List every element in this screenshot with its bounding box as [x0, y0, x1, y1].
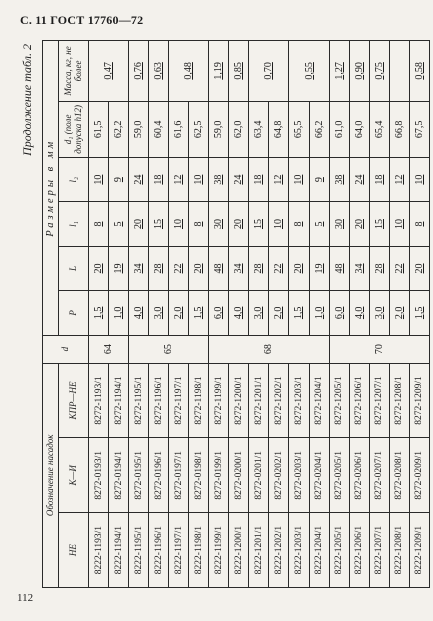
cell-l2: 10	[409, 157, 429, 201]
cell-kpr: 8272-1209/1	[409, 363, 429, 438]
cell-ki: 8272-0204/1	[309, 438, 329, 513]
cell-d1: 63,4	[249, 101, 269, 157]
cell-he: 8222-1206/1	[349, 513, 369, 588]
cell-l: 19	[309, 246, 329, 290]
cell-l2: 24	[229, 157, 249, 201]
cell-l1: 10	[269, 202, 289, 246]
cell-p: 1,5	[289, 291, 309, 335]
cell-p: 1,0	[309, 291, 329, 335]
cell-p: 4,0	[229, 291, 249, 335]
cell-he: 8222-1207/1	[369, 513, 389, 588]
cell-mass: 0,75	[369, 41, 389, 102]
cell-d1: 59,0	[209, 101, 229, 157]
table-row	[369, 41, 389, 588]
cell-p: 3,0	[369, 291, 389, 335]
cell-ki: 8272-0193/1	[89, 438, 109, 513]
cell-l1: 15	[249, 202, 269, 246]
col-p-header: P	[59, 291, 89, 335]
cell-mass: 0,70	[249, 41, 289, 102]
cell-d1: 65,4	[369, 101, 389, 157]
cell-he: 8222-1196/1	[149, 513, 169, 588]
cell-ki: 8272-0200/1	[229, 438, 249, 513]
cell-d1: 62,2	[109, 101, 129, 157]
cell-l2: 18	[149, 157, 169, 201]
cell-kpr: 8272-1202/1	[269, 363, 289, 438]
cell-kpr: 8272-1196/1	[149, 363, 169, 438]
cell-d1: 66,8	[389, 101, 409, 157]
cell-p: 3,0	[249, 291, 269, 335]
cell-p: 4,0	[349, 291, 369, 335]
table-row	[129, 41, 149, 588]
table-row	[89, 41, 109, 588]
cell-l: 22	[169, 246, 189, 290]
cell-l: 28	[249, 246, 269, 290]
cell-he: 8222-1197/1	[169, 513, 189, 588]
cell-he: 8222-1209/1	[409, 513, 429, 588]
col-d1-header: d₁ (поле допуска h12)	[59, 101, 89, 157]
cell-p: 3,0	[149, 291, 169, 335]
cell-l2: 12	[169, 157, 189, 201]
cell-mass	[389, 41, 409, 102]
cell-he: 8222-1200/1	[229, 513, 249, 588]
cell-he: 8222-1194/1	[109, 513, 129, 588]
cell-l1: 30	[209, 202, 229, 246]
table-row	[249, 41, 269, 588]
cell-p: 2,0	[169, 291, 189, 335]
cell-l: 19	[109, 246, 129, 290]
cell-l: 34	[229, 246, 249, 290]
sizes-table	[42, 40, 430, 588]
cell-l2: 12	[389, 157, 409, 201]
table-row	[289, 41, 309, 588]
cell-kpr: 8272-1194/1	[109, 363, 129, 438]
rotated-content	[20, 40, 430, 588]
table-row	[109, 41, 129, 588]
cell-mass: 0,47	[89, 41, 129, 102]
cell-p: 1,5	[89, 291, 109, 335]
cell-ki: 8272-0202/1	[269, 438, 289, 513]
cell-l2: 38	[329, 157, 349, 201]
cell-p: 2,0	[389, 291, 409, 335]
table-wrap	[42, 40, 430, 588]
col-ki-header: К—И	[59, 438, 89, 513]
cell-mass: 0,76	[129, 41, 149, 102]
cell-he: 8222-1203/1	[289, 513, 309, 588]
cell-d1: 60,4	[149, 101, 169, 157]
cell-l2: 9	[309, 157, 329, 201]
cell-mass: 0,85	[229, 41, 249, 102]
cell-d1: 67,5	[409, 101, 429, 157]
cell-l: 20	[89, 246, 109, 290]
cell-d1: 59,0	[129, 101, 149, 157]
cell-d1: 65,5	[289, 101, 309, 157]
col-l1-header: l₁	[59, 202, 89, 246]
cell-kpr: 8272-1200/1	[229, 363, 249, 438]
cell-he: 8222-1193/1	[89, 513, 109, 588]
cell-l1: 5	[309, 202, 329, 246]
table-row	[269, 41, 289, 588]
cell-kpr: 8272-1195/1	[129, 363, 149, 438]
col-kprhe-header: КПР—НЕ	[59, 363, 89, 438]
cell-l: 20	[189, 246, 209, 290]
cell-l1: 20	[129, 202, 149, 246]
cell-he: 8222-1208/1	[389, 513, 409, 588]
col-l-header: L	[59, 246, 89, 290]
sizes-label: Размеры в мм	[43, 41, 59, 336]
cell-ki: 8272-0199/1	[209, 438, 229, 513]
cell-he: 8222-1198/1	[189, 513, 209, 588]
cell-l2: 10	[189, 157, 209, 201]
cell-l1: 8	[409, 202, 429, 246]
cell-p: 1,5	[409, 291, 429, 335]
cell-l: 34	[129, 246, 149, 290]
cell-d1: 64,8	[269, 101, 289, 157]
cell-l: 22	[389, 246, 409, 290]
cell-d1: 61,0	[329, 101, 349, 157]
col-he-header: НЕ	[59, 513, 89, 588]
cell-l: 20	[409, 246, 429, 290]
table-row	[189, 41, 209, 588]
cell-l: 20	[289, 246, 309, 290]
cell-he: 8222-1202/1	[269, 513, 289, 588]
cell-l: 48	[329, 246, 349, 290]
cell-kpr: 8272-1207/1	[369, 363, 389, 438]
cell-l1: 10	[389, 202, 409, 246]
cell-ki: 8272-0197/1	[169, 438, 189, 513]
cell-l: 28	[149, 246, 169, 290]
cell-l2: 18	[249, 157, 269, 201]
cell-l2: 24	[129, 157, 149, 201]
cell-l2: 24	[349, 157, 369, 201]
cell-kpr: 8272-1206/1	[349, 363, 369, 438]
cell-kpr: 8272-1193/1	[89, 363, 109, 438]
cell-kpr: 8272-1208/1	[389, 363, 409, 438]
table-row	[209, 41, 229, 588]
cell-d1: 66,2	[309, 101, 329, 157]
cell-l1: 5	[109, 202, 129, 246]
cell-d: 68	[209, 335, 329, 363]
cell-l1: 20	[349, 202, 369, 246]
cell-l1: 30	[329, 202, 349, 246]
cell-l1: 8	[89, 202, 109, 246]
cell-l1: 8	[189, 202, 209, 246]
cell-ki: 8272-0196/1	[149, 438, 169, 513]
table-row	[389, 41, 409, 588]
cell-l: 34	[349, 246, 369, 290]
table-caption: Продолжение табл. 2	[20, 44, 34, 156]
cell-d: 65	[129, 335, 209, 363]
cell-ki: 8272-0198/1	[189, 438, 209, 513]
cell-mass: 0,55	[289, 41, 329, 102]
cell-l2: 10	[289, 157, 309, 201]
cell-ki: 8272-0207/1	[369, 438, 389, 513]
cell-d1: 62,0	[229, 101, 249, 157]
cell-l2: 38	[209, 157, 229, 201]
table-row	[149, 41, 169, 588]
cell-ki: 8272-0203/1	[289, 438, 309, 513]
cell-d: 70	[329, 335, 429, 363]
cell-p: 1,5	[189, 291, 209, 335]
cell-p: 4,0	[129, 291, 149, 335]
cell-l2: 10	[89, 157, 109, 201]
cell-l: 48	[209, 246, 229, 290]
cell-kpr: 8272-1199/1	[209, 363, 229, 438]
cell-mass: 0,90	[349, 41, 369, 102]
col-mass-header: Масса, кг, не более	[59, 41, 89, 102]
cell-l1: 15	[149, 202, 169, 246]
cell-he: 8222-1199/1	[209, 513, 229, 588]
col-d-header: d	[43, 335, 89, 363]
table-row	[309, 41, 329, 588]
cell-p: 6,0	[209, 291, 229, 335]
cell-l: 22	[269, 246, 289, 290]
cell-ki: 8272-0205/1	[329, 438, 349, 513]
cell-ki: 8272-0195/1	[129, 438, 149, 513]
cell-l1: 10	[169, 202, 189, 246]
table-body	[89, 41, 430, 588]
cell-ki: 8272-0209/1	[409, 438, 429, 513]
cell-d: 64	[89, 335, 129, 363]
cell-he: 8222-1204/1	[309, 513, 329, 588]
cell-he: 8222-1201/1	[249, 513, 269, 588]
cell-d1: 61,5	[89, 101, 109, 157]
cell-l2: 9	[109, 157, 129, 201]
cell-p: 6,0	[329, 291, 349, 335]
cell-kpr: 8272-1197/1	[169, 363, 189, 438]
designation-header: Обозначение насадок	[43, 363, 59, 587]
cell-mass: 0,58	[409, 41, 429, 102]
table-row	[229, 41, 249, 588]
cell-l1: 20	[229, 202, 249, 246]
cell-l2: 12	[269, 157, 289, 201]
table-row	[329, 41, 349, 588]
col-l2-header: l₂	[59, 157, 89, 201]
cell-kpr: 8272-1198/1	[189, 363, 209, 438]
page-header: С. 11 ГОСТ 17760—72	[20, 13, 144, 27]
cell-mass: 0,63	[149, 41, 169, 102]
cell-d1: 62,5	[189, 101, 209, 157]
cell-p: 2,0	[269, 291, 289, 335]
cell-l: 28	[369, 246, 389, 290]
cell-kpr: 8272-1203/1	[289, 363, 309, 438]
table-row	[349, 41, 369, 588]
cell-l1: 8	[289, 202, 309, 246]
page-number: 112	[17, 592, 34, 604]
cell-ki: 8272-0201/1	[249, 438, 269, 513]
cell-d1: 61,6	[169, 101, 189, 157]
cell-mass: 0,48	[169, 41, 209, 102]
cell-d1: 64,0	[349, 101, 369, 157]
cell-mass: 1,19	[209, 41, 229, 102]
table-row	[169, 41, 189, 588]
cell-mass: 1,27	[329, 41, 349, 102]
cell-kpr: 8272-1201/1	[249, 363, 269, 438]
cell-ki: 8272-0206/1	[349, 438, 369, 513]
cell-kpr: 8272-1205/1	[329, 363, 349, 438]
cell-l2: 18	[369, 157, 389, 201]
table-row	[409, 41, 429, 588]
cell-he: 8222-1205/1	[329, 513, 349, 588]
cell-ki: 8272-0208/1	[389, 438, 409, 513]
cell-ki: 8272-0194/1	[109, 438, 129, 513]
cell-l1: 15	[369, 202, 389, 246]
cell-p: 1,0	[109, 291, 129, 335]
cell-he: 8222-1195/1	[129, 513, 149, 588]
cell-kpr: 8272-1204/1	[309, 363, 329, 438]
